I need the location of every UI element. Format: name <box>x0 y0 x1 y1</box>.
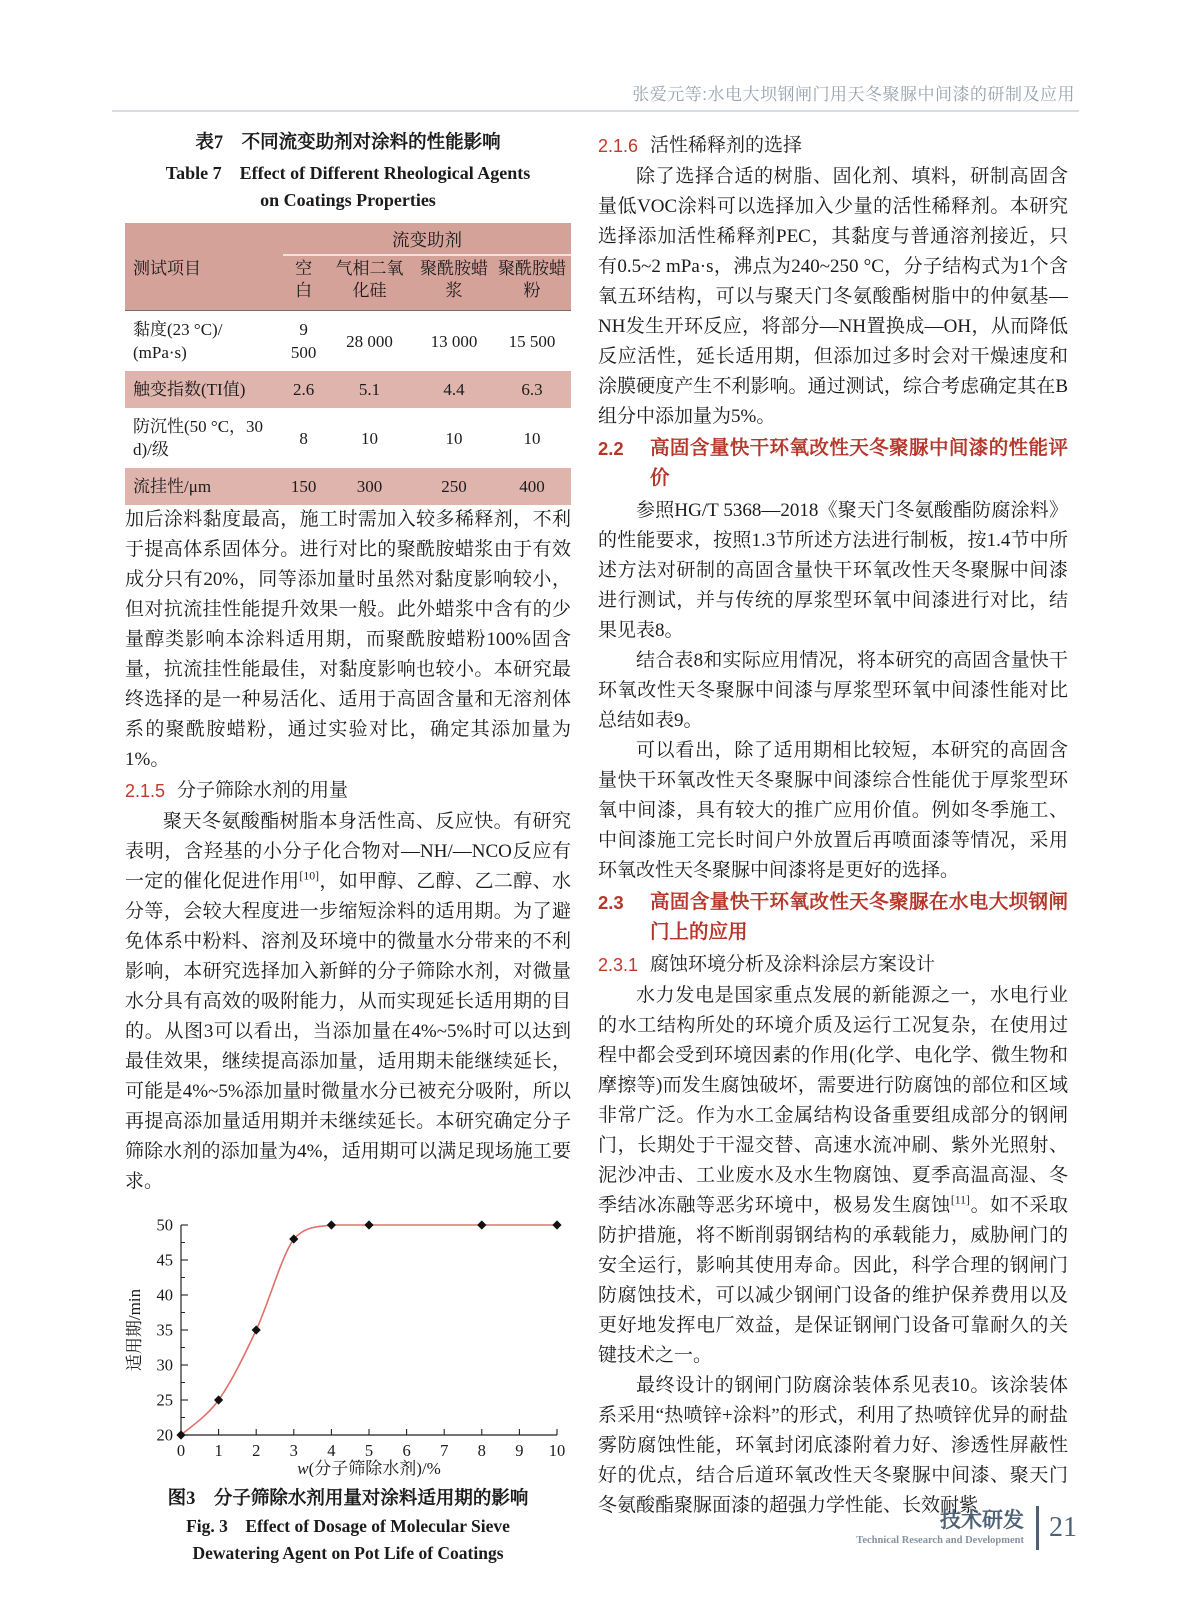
section-title: 活性稀释剂的选择 <box>650 135 803 156</box>
text-run: 。如不采取防护措施，将不断削弱钢结构的承载能力，威胁闸门的安全运行，影响其使用寿命。因此，科学合理的钢闸门防腐蚀技术，可以减少钢闸门设备的维护保养费用以及更好地发挥电厂效益，是保证钢闸门设备可靠耐久的关键技术之一。 <box>598 1195 1068 1366</box>
table7-row-label: 防沉性(50 °C，30 d)/级 <box>133 417 264 459</box>
table7-title-zh: 表7 不同流变助剂对涂料的性能影响 <box>195 133 501 153</box>
svg-text:4: 4 <box>327 1441 336 1460</box>
table7-block <box>125 130 571 505</box>
table7-row <box>125 408 571 468</box>
section-number: 2.1.5 <box>125 781 166 801</box>
svg-text:6: 6 <box>402 1441 411 1460</box>
table7-header-row-1 <box>125 223 571 255</box>
svg-text:40: 40 <box>156 1285 173 1305</box>
section-number: 2.1.6 <box>598 136 639 156</box>
table7 <box>125 223 571 505</box>
section-title: 腐蚀环境分析及涂料涂层方案设计 <box>650 954 936 975</box>
table7-cell: 10 <box>361 428 379 448</box>
section-title: 高固含量快干环氧改性天冬聚脲在水电大坝钢闸门上的应用 <box>650 892 1068 943</box>
footer-section-zh: 技术研发 <box>940 1508 1024 1532</box>
svg-text:0: 0 <box>176 1441 186 1460</box>
text-run: 可以看出，除了适用期相比较短，本研究的高固含量快干环氧改性天冬聚脲中间漆综合性能优于厚浆型环氧中间漆，具有较大的推广应用价值。例如冬季施工、中间漆施工完长时间户外放置后再喷面漆等情况，采用环氧改性天冬聚脲中间漆将是更好的选择。 <box>598 740 1068 881</box>
table7-column-header: 聚酰胺蜡浆 <box>415 255 493 311</box>
paragraph <box>125 505 571 775</box>
reference-superscript: [10] <box>299 869 320 883</box>
text-run: 除了选择合适的树脂、固化剂、填料，研制高固含量低VOC涂料可以选择加入少量的活性稀释剂。本研究选择添加活性稀释剂PEC，其黏度与普通溶剂接近，只有0.5~2 mPa·s，沸点为240~250 °C，分子结构式为1个含氧五环结构，可以与聚天门冬氨酸酯树脂中的仲氨基—NH发生开环反应，将部分—NH置换成—OH，从而降低反应活性，延长适用期，但添加过多时会对干燥速度和涂膜硬度产生不利影响。通过测试，综合考虑确定其在B组分中添加量为5%。 <box>598 166 1068 427</box>
svg-text:1: 1 <box>214 1441 223 1460</box>
table7-cell: 4.4 <box>415 371 493 408</box>
svg-text:50: 50 <box>156 1215 173 1235</box>
svg-text:3: 3 <box>289 1441 298 1460</box>
svg-text:30: 30 <box>156 1355 173 1375</box>
paragraph <box>598 496 1068 646</box>
table7-column-header: 聚酰胺蜡粉 <box>493 255 571 311</box>
text-run: 最终设计的钢闸门防腐涂装体系见表10。该涂装体系采用“热喷锌+涂料”的形式，利用了热喷锌优异的耐盐雾防腐蚀性能，环氧封闭底漆附着力好、渗透性屏蔽性好的优点，结合后道环氧改性天冬聚脲中间漆、聚天门冬氨酸酯聚脲面漆的超强力学性能、长效耐紫 <box>598 1375 1068 1516</box>
table7-cell: 250 <box>415 468 493 505</box>
figure3-block <box>125 1209 571 1567</box>
section-number: 2.2 <box>598 438 624 459</box>
paragraph <box>598 162 1068 432</box>
section-number: 2.3 <box>598 892 624 913</box>
text-run: ，如甲醇、乙醇、乙二醇、水分等，会较大程度进一步缩短涂料的适用期。为了避免体系中粉料、溶剂及环境中的微量水分带来的不利影响，本研究选择加入新鲜的分子筛除水剂，对微量水分具有高效的吸附能力，从而实现延长适用期的目的。从图3可以看出，当添加量在4%~5%时可以达到最佳效果，继续提高添加量，适用期未能继续延长，可能是4%~5%添加量时微量水分已被充分吸附，所以再提高添加量适用期并未继续延长。本研究确定分子筛除水剂的添加量为4%，适用期可以满足现场施工要求。 <box>125 871 571 1192</box>
table7-title-en: Table 7 Effect of Different Rheological Agents on Coatings Properties <box>165 163 531 210</box>
table7-row <box>125 311 571 372</box>
pot-life-line-chart <box>125 1209 571 1477</box>
table7-group-header: 流变助剂 <box>283 223 571 255</box>
figure3-caption-zh: 图3 分子筛除水剂用量对涂料适用期的影响 <box>167 1489 529 1509</box>
section-heading-2.3 <box>598 888 1068 948</box>
section-heading-2.3.1 <box>598 950 1068 980</box>
section-title: 分子筛除水剂的用量 <box>177 780 349 801</box>
figure3-caption-en: Fig. 3 Effect of Dosage of Molecular Sieve Dewatering Agent on Pot Life of Coatings <box>186 1516 510 1563</box>
left-column <box>125 130 571 1567</box>
svg-text:25: 25 <box>156 1390 173 1410</box>
section-number: 2.3.1 <box>598 955 639 975</box>
reference-superscript: [11] <box>950 1193 970 1207</box>
table7-cell: 10 <box>523 428 541 448</box>
text-run: 水力发电是国家重点发展的新能源之一，水电行业的水工结构所处的环境介质及运行工况复杂，在使用过程中都会受到环境因素的作用(化学、电化学、微生物和摩擦等)而发生腐蚀破坏，需要进行防腐蚀的部位和区域非常广泛。作为水工金属结构设备重要组成部分的钢闸门，长期处于干湿交替、高速水流冲刷、紫外光照射、泥沙冲击、工业废水及水生物腐蚀、夏季高温高湿、冬季结冰冻融等恶劣环境中，极易发生腐蚀 <box>598 985 1068 1216</box>
running-header: 张爱元等:水电大坝钢闸门用天冬聚脲中间漆的研制及应用 <box>632 85 1075 104</box>
table7-row-label: 黏度(23 °C)/ (mPa·s) <box>133 320 223 362</box>
paragraph <box>598 981 1068 1371</box>
paragraph <box>125 807 571 1197</box>
text-run: 聚天冬氨酸酯树脂本身活性高、反应快。有研究表明，含羟基的小分子化合物对—NH/—NCO反应有一定的催化促进作用 <box>125 811 571 892</box>
left-text-flow <box>125 505 571 1197</box>
table7-row <box>125 371 571 408</box>
svg-text:适用期/min: 适用期/min <box>125 1288 144 1372</box>
svg-text:9: 9 <box>515 1441 524 1460</box>
table7-cell: 300 <box>324 468 415 505</box>
paragraph <box>598 1371 1068 1521</box>
paragraph <box>598 736 1068 886</box>
table7-cell: 5.1 <box>324 371 415 408</box>
page-number: 21 <box>1049 1512 1077 1543</box>
text-run: 参照HG/T 5368—2018《聚天门冬氨酸酯防腐涂料》的性能要求，按照1.3节所述方法进行制板，按1.4节中所述方法对研制的高固含量快干环氧改性天冬聚脲中间漆进行测试，并与传统的厚浆型环氧中间漆进行对比，结果见表8。 <box>598 500 1068 641</box>
section-heading-2.1.6 <box>598 131 1068 161</box>
svg-text:10: 10 <box>548 1441 566 1460</box>
table7-cell: 2.6 <box>283 371 324 408</box>
table7-column-header: 气相二氧化硅 <box>324 255 415 311</box>
section-heading-2.2 <box>598 434 1068 494</box>
table7-cell: 9 500 <box>290 320 317 362</box>
svg-text:8: 8 <box>477 1441 486 1460</box>
table7-row-label: 流挂性/μm <box>125 468 283 505</box>
svg-text:7: 7 <box>440 1441 449 1460</box>
table7-cell: 8 <box>299 428 308 448</box>
table7-column-header: 空白 <box>283 255 324 311</box>
table7-header <box>125 223 571 311</box>
table7-row <box>125 468 571 505</box>
svg-text:45: 45 <box>156 1250 173 1270</box>
table7-cell: 13 000 <box>430 331 478 351</box>
paragraph <box>598 646 1068 736</box>
footer-section-en: Technical Research and Development <box>856 1534 1024 1546</box>
text-run: 结合表8和实际应用情况，将本研究的高固含量快干环氧改性天冬聚脲中间漆与厚浆型环氧中间漆性能对比总结如表9。 <box>598 650 1068 731</box>
table7-row-label: 触变指数(TI值) <box>125 371 283 408</box>
svg-text:2: 2 <box>252 1441 261 1460</box>
right-column <box>598 130 1068 1521</box>
svg-text:5: 5 <box>364 1441 374 1460</box>
table7-cell: 150 <box>283 468 324 505</box>
figure3-chart <box>125 1209 571 1482</box>
table7-row-header: 测试项目 <box>125 223 283 311</box>
header-rule <box>112 110 1079 112</box>
right-text-flow <box>598 131 1068 1521</box>
table7-cell: 400 <box>493 468 571 505</box>
svg-text:w(分子筛除水剂)/%: w(分子筛除水剂)/% <box>297 1459 441 1477</box>
table7-cell: 10 <box>445 428 463 448</box>
svg-text:20: 20 <box>156 1425 173 1445</box>
table7-body <box>125 311 571 506</box>
table7-cell: 15 500 <box>508 331 556 351</box>
page-footer <box>856 1506 1077 1550</box>
table7-cell: 28 000 <box>346 331 393 351</box>
svg-text:35: 35 <box>156 1320 173 1340</box>
section-heading-2.1.5 <box>125 776 571 806</box>
footer-divider-bar <box>1036 1506 1039 1550</box>
footer-section-label <box>856 1509 1024 1548</box>
two-column-body <box>125 130 1068 1567</box>
section-title: 高固含量快干环氧改性天冬聚脲中间漆的性能评价 <box>650 438 1068 489</box>
text-run: 加后涂料黏度最高，施工时需加入较多稀释剂，不利于提高体系固体分。进行对比的聚酰胺蜡浆由于有效成分只有20%，同等添加量时虽然对黏度影响较小，但对抗流挂性能提升效果一般。此外蜡浆中含有的少量醇类影响本涂料适用期，而聚酰胺蜡粉100%固含量，抗流挂性能最佳，对黏度影响也较小。本研究最终选择的是一种易活化、适用于高固含量和无溶剂体系的聚酰胺蜡粉，通过实验对比，确定其添加量为1%。 <box>125 509 571 770</box>
table7-cell: 6.3 <box>493 371 571 408</box>
